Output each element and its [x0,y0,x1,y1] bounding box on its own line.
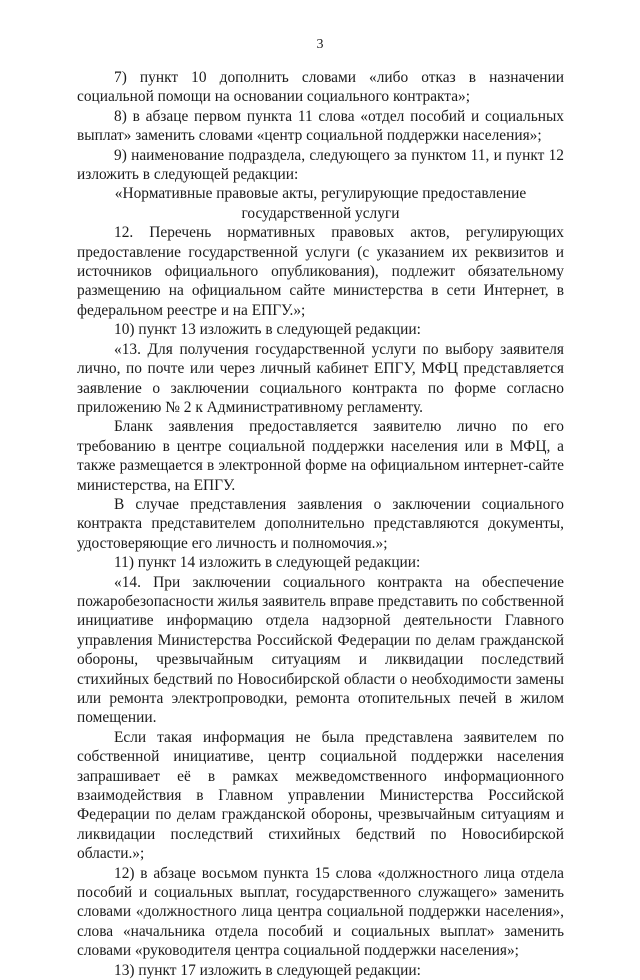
paragraph-interagency-request: Если такая информация не была представлена заявителем по собственной инициативе, центр социальной поддержки населения запрашивает её в рамках межведомственного информационного взаимодействия в Главном управлении Министерства Российской Федерации по делам гражданской обороны, чрезвычайным ситуациям и ликвидации последствий стихийных бедствий по Новосибирской области.»; [77,728,564,863]
page-number: 3 [316,37,324,52]
paragraph-representative: В случае представления заявления о заключении социального контракта представителем дополнительно представляются документы, удостоверяющие его личность и полномочия.»; [77,495,564,552]
paragraph-item-13: 13) пункт 17 изложить в следующей редакции: [114,961,421,979]
paragraph-application-form: Бланк заявления предоставляется заявителю лично по его требованию в центре социальной поддержки населения или в МФЦ, а также размещается в электронной форме на официальном интернет-сайте министерства, на ЕПГУ. [77,418,564,494]
paragraph-point-14: «14. При заключении социального контракта на обеспечение пожаробезопасности жилья заявитель вправе представить по собственной инициативе информацию отдела надзорной деятельности Главного управления Министерства Российской Федерации по делам гражданской обороны, чрезвычайным ситуациям и ликвидации последствий стихийных бедствий по Новосибирской области о необходимости замены или ремонта электропроводки, ремонта отопительных печей в жилом помещении. [77,573,564,727]
paragraph-item-11: 11) пункт 14 изложить в следующей редакции: [114,554,421,572]
paragraph-item-9: 9) наименование подраздела, следующего за пунктом 11, и пункт 12 изложить в следующей редакции: [77,146,564,184]
paragraph-item-12: 12) в абзаце восьмом пункта 15 слова «должностного лица отдела пособий и социальных выплат, государственного служащего» заменить словами «должностного лица центра социальной поддержки населения», слова «начальника отдела пособий и социальных выплат» заменить словами «руководителя центра социальной поддержки населения»; [77,864,564,960]
paragraph-point-12: 12. Перечень нормативных правовых актов, регулирующих предоставление государственной услуги (с указанием их реквизитов и источников официального опубликования), подлежит обязательному размещению на официальном сайте министерства в сети Интернет, в федеральном реестре и на ЕПГУ.»; [77,224,564,319]
paragraph-item-10: 10) пункт 13 изложить в следующей редакции: [114,321,421,339]
paragraph-item-8: 8) в абзаце первом пункта 11 слова «отдел пособий и социальных выплат» заменить словами «центр социальной поддержки населения»; [77,107,564,145]
document-body [77,68,564,980]
paragraph-item-7: 7) пункт 10 дополнить словами «либо отказ в назначении социальной помощи на основании социального контракта»; [77,69,564,106]
paragraph-point-13: «13. Для получения государственной услуги по выбору заявителя лично, по почте или через личный кабинет ЕПГУ, МФЦ представляется заявление о заключении социального контракта по форме согласно приложению № 2 к Административному регламенту. [77,340,564,416]
subsection-heading: «Нормативные правовые акты, регулирующие предоставление государственной услуги [114,185,527,222]
